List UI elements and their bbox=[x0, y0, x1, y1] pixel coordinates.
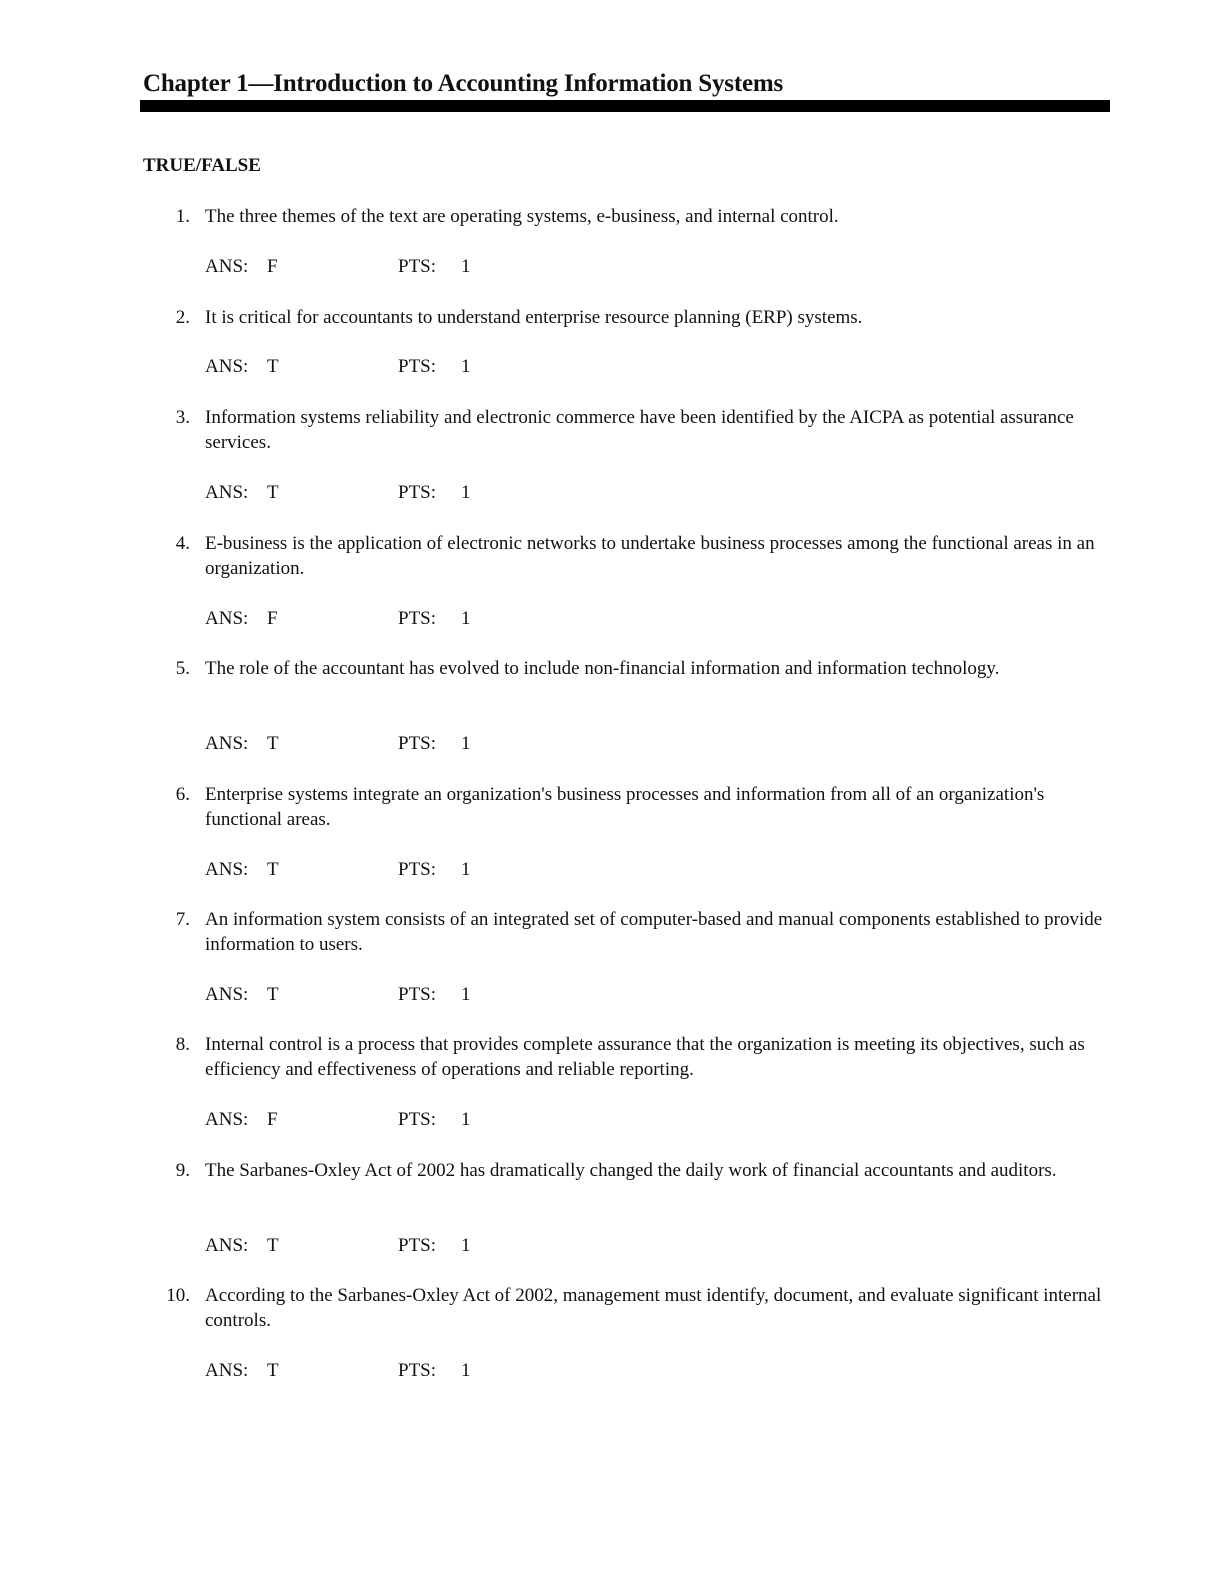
points-label: PTS: bbox=[398, 733, 437, 754]
answer-value: F bbox=[267, 608, 278, 629]
answer-value: T bbox=[267, 1235, 279, 1256]
points-value: 1 bbox=[461, 1235, 471, 1256]
points-label: PTS: bbox=[398, 256, 437, 277]
points-label: PTS: bbox=[398, 482, 437, 503]
question-text: Internal control is a process that provides complete assurance that the organization is meeting its objectives, such as efficiency and effectiveness of operations and reliable reporting. bbox=[205, 1034, 1085, 1080]
answer-value: T bbox=[267, 733, 279, 754]
question-number: 9. bbox=[175, 1160, 190, 1181]
answer-value: F bbox=[267, 1109, 278, 1130]
question-text: It is critical for accountants to understand enterprise resource planning (ERP) systems. bbox=[205, 307, 863, 328]
question-number: 1. bbox=[175, 206, 190, 227]
answer-value: T bbox=[267, 984, 279, 1005]
points-value: 1 bbox=[461, 733, 471, 754]
answer-value: T bbox=[267, 356, 279, 377]
points-label: PTS: bbox=[398, 859, 437, 880]
points-value: 1 bbox=[461, 256, 471, 277]
answer-label: ANS: bbox=[205, 356, 249, 377]
answer-label: ANS: bbox=[205, 256, 249, 277]
points-label: PTS: bbox=[398, 1109, 437, 1130]
question-number: 6. bbox=[175, 784, 190, 805]
question-text: The three themes of the text are operating systems, e-business, and internal control. bbox=[205, 206, 839, 227]
points-label: PTS: bbox=[398, 1235, 437, 1256]
points-label: PTS: bbox=[398, 1360, 437, 1381]
title-rule-divider bbox=[140, 100, 1110, 112]
answer-value: T bbox=[267, 859, 279, 880]
question-text: E-business is the application of electronic networks to undertake business processes among the functional areas in an organization. bbox=[205, 533, 1095, 579]
answer-label: ANS: bbox=[205, 482, 249, 503]
answer-value: T bbox=[267, 482, 279, 503]
question-number: 5. bbox=[175, 658, 190, 679]
points-label: PTS: bbox=[398, 356, 437, 377]
question-text: Information systems reliability and electronic commerce have been identified by the AICPA as potential assurance services. bbox=[205, 407, 1074, 453]
answer-value: T bbox=[267, 1360, 279, 1381]
answer-label: ANS: bbox=[205, 1235, 249, 1256]
question-number: 7. bbox=[175, 909, 190, 930]
question-text: The Sarbanes-Oxley Act of 2002 has dramatically changed the daily work of financial accountants and auditors. bbox=[205, 1160, 1057, 1181]
answer-label: ANS: bbox=[205, 608, 249, 629]
points-value: 1 bbox=[461, 859, 471, 880]
answer-value: F bbox=[267, 256, 278, 277]
points-value: 1 bbox=[461, 1109, 471, 1130]
points-value: 1 bbox=[461, 356, 471, 377]
question-text: An information system consists of an integrated set of computer-based and manual components established to provide information to users. bbox=[205, 909, 1103, 955]
question-text: According to the Sarbanes-Oxley Act of 2002, management must identify, document, and evaluate significant internal controls. bbox=[205, 1285, 1102, 1331]
answer-label: ANS: bbox=[205, 984, 249, 1005]
answer-label: ANS: bbox=[205, 733, 249, 754]
points-value: 1 bbox=[461, 482, 471, 503]
chapter-title: Chapter 1—Introduction to Accounting Information Systems bbox=[143, 70, 783, 97]
answer-label: ANS: bbox=[205, 1360, 249, 1381]
section-heading: TRUE/FALSE bbox=[143, 155, 261, 176]
points-value: 1 bbox=[461, 608, 471, 629]
question-number: 3. bbox=[175, 407, 190, 428]
points-label: PTS: bbox=[398, 608, 437, 629]
points-value: 1 bbox=[461, 1360, 471, 1381]
answer-label: ANS: bbox=[205, 859, 249, 880]
question-number: 4. bbox=[175, 533, 190, 554]
points-value: 1 bbox=[461, 984, 471, 1005]
answer-label: ANS: bbox=[205, 1109, 249, 1130]
question-number: 10. bbox=[166, 1285, 190, 1306]
points-label: PTS: bbox=[398, 984, 437, 1005]
question-number: 2. bbox=[175, 307, 190, 328]
question-text: Enterprise systems integrate an organization's business processes and information from all of an organization's functional areas. bbox=[205, 784, 1045, 830]
question-text: The role of the accountant has evolved to include non-financial information and information technology. bbox=[205, 658, 1000, 679]
question-number: 8. bbox=[175, 1034, 190, 1055]
